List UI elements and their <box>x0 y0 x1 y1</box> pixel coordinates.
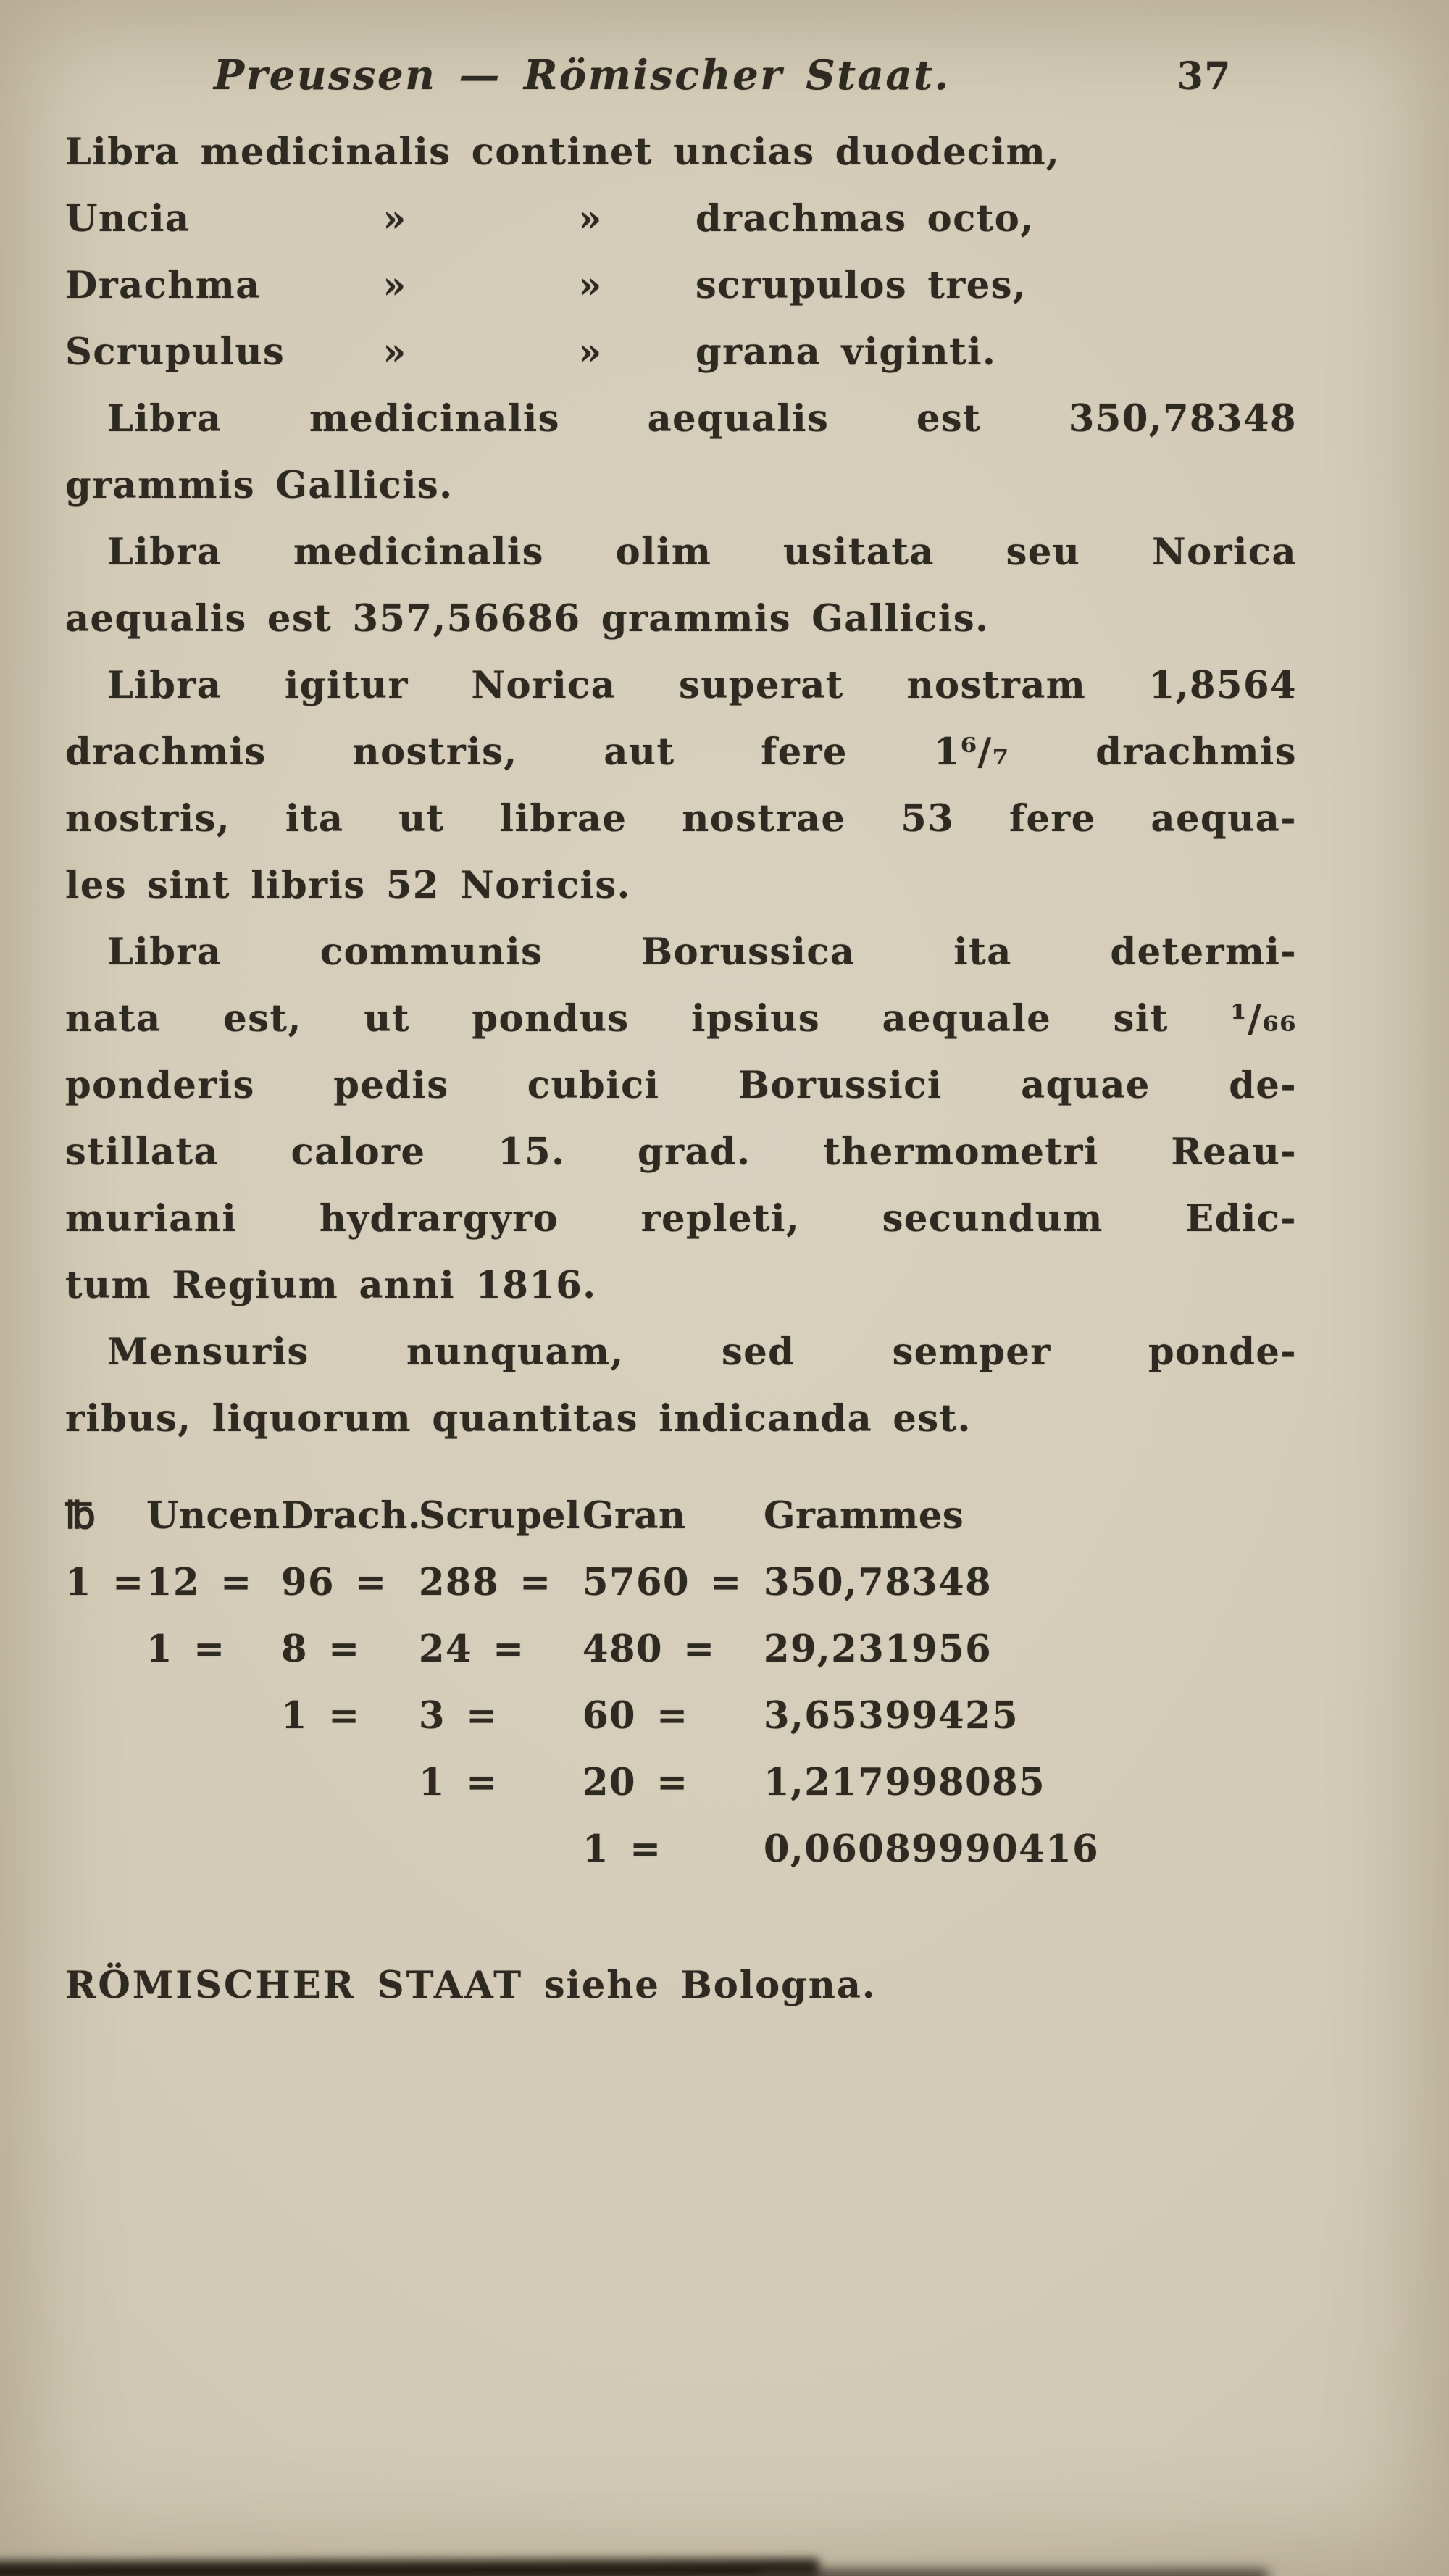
column-header-scrupel: Scrupel <box>419 1494 580 1538</box>
conversion-cell <box>419 1816 582 1883</box>
text-line: ponderis pedis cubici Borussici aquae de- <box>65 1064 1297 1107</box>
weights-row <box>65 186 1297 252</box>
text-line: Libra igitur Norica superat nostram 1,8564 <box>107 664 1297 707</box>
conversion-cell: 1 = <box>65 1561 145 1604</box>
column-header-drach: Drach. <box>281 1494 422 1538</box>
conversion-cell: 1 = <box>419 1761 498 1804</box>
column-header-uncen: Uncen <box>146 1494 280 1538</box>
text-line: les sint libris 52 Noricis. <box>65 864 631 907</box>
conversion-cell: 1 = <box>146 1627 226 1671</box>
conversion-row <box>65 1816 1297 1883</box>
conversion-cell: 96 = <box>281 1561 388 1604</box>
conversion-cell: 3,65399425 <box>764 1694 1019 1738</box>
conversion-table <box>65 1483 1297 1883</box>
text-line: aequalis est 357,56686 grammis Gallicis. <box>65 597 990 641</box>
conversion-row <box>65 1749 1297 1816</box>
weight-equivalent: drachmas octo, <box>696 197 1035 241</box>
ditto-mark: » <box>578 197 603 241</box>
conversion-cell: 5760 = <box>582 1561 743 1604</box>
ditto-mark: » <box>578 264 603 307</box>
conversion-header-row <box>65 1483 1297 1549</box>
paragraph <box>65 652 1297 919</box>
header-title: Preussen — Römischer Staat. <box>214 51 951 99</box>
weight-equivalent: scrupulos tres, <box>696 264 1027 307</box>
text-line: Libra communis Borussica ita determi- <box>107 930 1297 974</box>
conversion-cell <box>65 1749 146 1816</box>
conversion-cell: 60 = <box>582 1694 689 1738</box>
conversion-cell <box>146 1749 281 1816</box>
conversion-row <box>65 1616 1297 1683</box>
paragraph <box>65 1319 1297 1452</box>
conversion-cell: 288 = <box>419 1561 552 1604</box>
weights-row <box>65 319 1297 385</box>
weights-intro-line: Libra medicinalis continet uncias duodecim, <box>65 130 1061 174</box>
conversion-cell <box>146 1683 281 1749</box>
ditto-mark: » <box>383 197 407 241</box>
cross-reference-text: siehe Bologna. <box>543 1964 877 2007</box>
text-line: grammis Gallicis. <box>65 464 454 507</box>
conversion-cell <box>65 1683 146 1749</box>
text-line: Libra medicinalis aequalis est 350,78348 <box>107 397 1297 441</box>
text-line: stillata calore 15. grad. thermometri Reau- <box>65 1130 1297 1174</box>
page-bottom-shadow-right <box>761 2570 1268 2576</box>
weights-ditto-table <box>65 119 1297 385</box>
conversion-cell <box>65 1616 146 1683</box>
conversion-cell: 1 = <box>281 1694 361 1738</box>
weight-unit: Scrupulus <box>65 330 285 374</box>
text-line: drachmis nostris, aut fere 1⁶/₇ drachmis <box>65 730 1297 774</box>
cross-reference-entry <box>65 1952 1297 2019</box>
conversion-cell <box>281 1816 419 1883</box>
running-header <box>65 42 1297 114</box>
conversion-cell: 12 = <box>146 1561 253 1604</box>
column-header-grammes: Grammes <box>764 1494 964 1538</box>
text-line: ribus, liquorum quantitas indicanda est. <box>65 1397 972 1441</box>
column-header-pound-icon: ℔ <box>65 1494 96 1538</box>
conversion-row <box>65 1683 1297 1749</box>
conversion-cell: 480 = <box>582 1627 716 1671</box>
conversion-cell: 350,78348 <box>764 1561 993 1604</box>
cross-reference-term: RÖMISCHER STAAT <box>65 1964 524 2007</box>
conversion-cell <box>65 1816 146 1883</box>
conversion-cell: 1,217998085 <box>764 1761 1046 1804</box>
ditto-mark: » <box>578 330 603 374</box>
text-line: tum Regium anni 1816. <box>65 1264 597 1307</box>
page-number: 37 <box>1177 54 1232 99</box>
text-line: Mensuris nunquam, sed semper ponde- <box>107 1330 1297 1374</box>
text-line: muriani hydrargyro repleti, secundum Edic- <box>65 1197 1297 1241</box>
weight-unit: Drachma <box>65 264 261 307</box>
weight-unit: Uncia <box>65 197 191 241</box>
paragraph <box>65 919 1297 1319</box>
conversion-cell: 8 = <box>281 1627 361 1671</box>
conversion-cell <box>146 1816 281 1883</box>
paragraph <box>65 385 1297 519</box>
ditto-mark: » <box>383 264 407 307</box>
conversion-cell <box>281 1749 419 1816</box>
conversion-cell: 29,231956 <box>764 1627 993 1671</box>
ditto-mark: » <box>383 330 407 374</box>
page-bottom-shadow <box>0 2559 819 2576</box>
conversion-cell: 3 = <box>419 1694 498 1738</box>
weight-equivalent: grana viginti. <box>696 330 997 374</box>
conversion-row <box>65 1549 1297 1616</box>
conversion-cell: 0,06089990416 <box>764 1827 1100 1871</box>
text-line: Libra medicinalis olim usitata seu Norica <box>107 530 1297 574</box>
column-header-gran: Gran <box>582 1494 686 1538</box>
weights-row <box>65 252 1297 319</box>
text-line: nostris, ita ut librae nostrae 53 fere aequa- <box>65 797 1297 841</box>
text-line: nata est, ut pondus ipsius aequale sit ¹/₆₆ <box>65 997 1297 1041</box>
paragraph <box>65 519 1297 652</box>
conversion-cell: 24 = <box>419 1627 525 1671</box>
conversion-cell: 1 = <box>582 1827 662 1871</box>
conversion-cell: 20 = <box>582 1761 689 1804</box>
